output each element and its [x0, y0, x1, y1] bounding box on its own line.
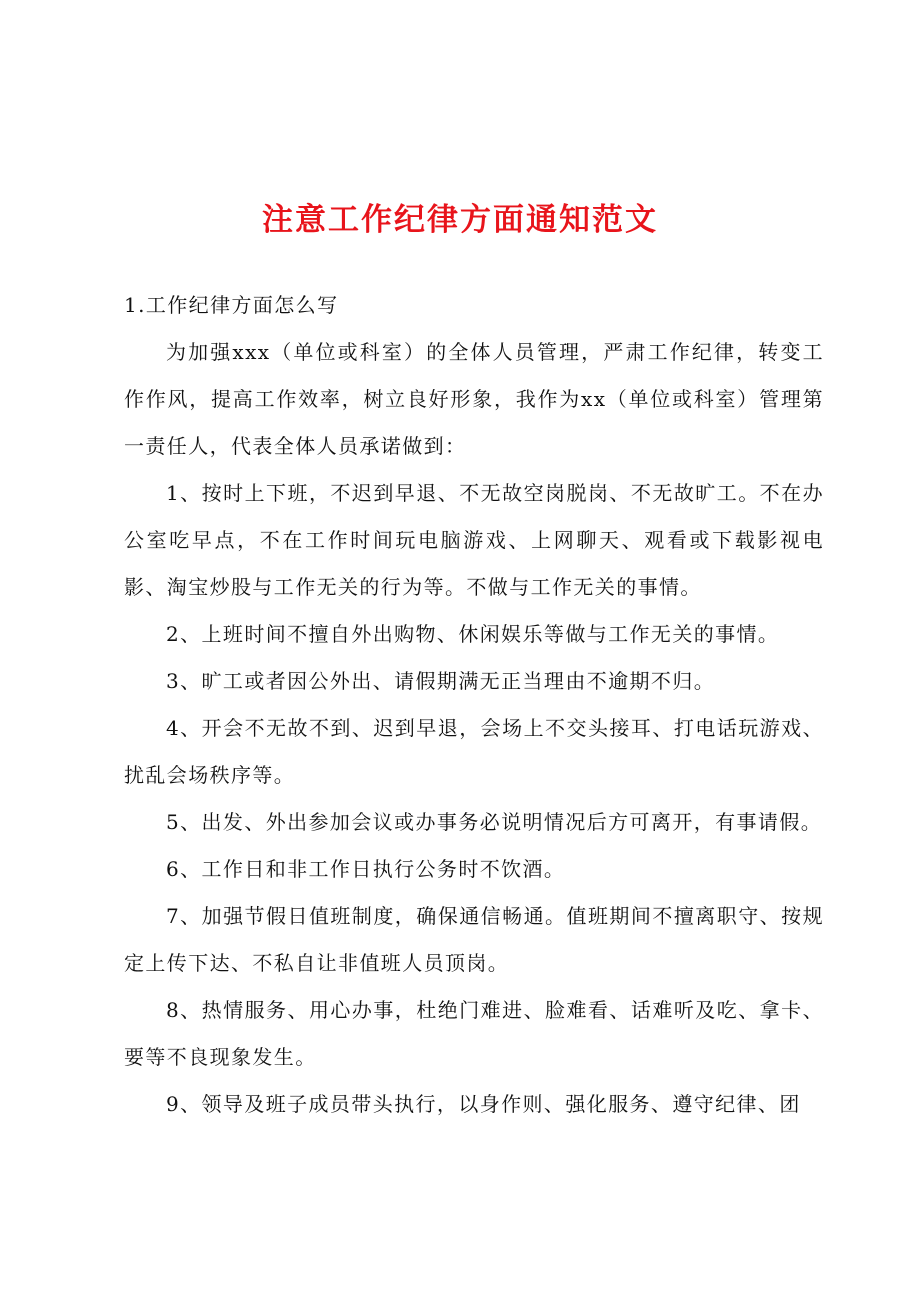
document-title: 注意工作纪律方面通知范文 — [262, 202, 658, 238]
intro-paragraph: 为加强xxx（单位或科室）的全体人员管理，严肃工作纪律，转变工作作风，提高工作效率，树立良好形象，我作为xx（单位或科室）管理第一责任人，代表全体人员承诺做到： — [124, 340, 824, 458]
commitment-item-6: 6、工作日和非工作日执行公务时不饮酒。 — [166, 857, 566, 881]
commitment-item-8: 8、热情服务、用心办事，杜绝门难进、脸难看、话难听及吃、拿卡、要等不良现象发生。 — [124, 998, 824, 1069]
commitment-item-9: 9、领导及班子成员带头执行，以身作则、强化服务、遵守纪律、团 — [166, 1092, 801, 1116]
document-body — [124, 282, 824, 1128]
commitment-item-4: 4、开会不无故不到、迟到早退，会场上不交头接耳、打电话玩游戏、扰乱会场秩序等。 — [124, 716, 824, 787]
section-heading: 1.工作纪律方面怎么写 — [124, 293, 339, 317]
commitment-item-3: 3、旷工或者因公外出、请假期满无正当理由不逾期不归。 — [166, 669, 716, 693]
commitment-item-2: 2、上班时间不擅自外出购物、休闲娱乐等做与工作无关的事情。 — [166, 622, 780, 646]
commitment-item-1: 1、按时上下班，不迟到早退、不无故空岗脱岗、不无故旷工。不在办公室吃早点，不在工作时间玩电脑游戏、上网聊天、观看或下载影视电影、淘宝炒股与工作无关的行为等。不做与工作无关的事情。 — [124, 481, 824, 599]
commitment-item-5: 5、出发、外出参加会议或办事务必说明情况后方可离开，有事请假。 — [166, 810, 823, 834]
commitment-item-7: 7、加强节假日值班制度，确保通信畅通。值班期间不擅离职守、按规定上传下达、不私自让非值班人员顶岗。 — [124, 904, 824, 975]
